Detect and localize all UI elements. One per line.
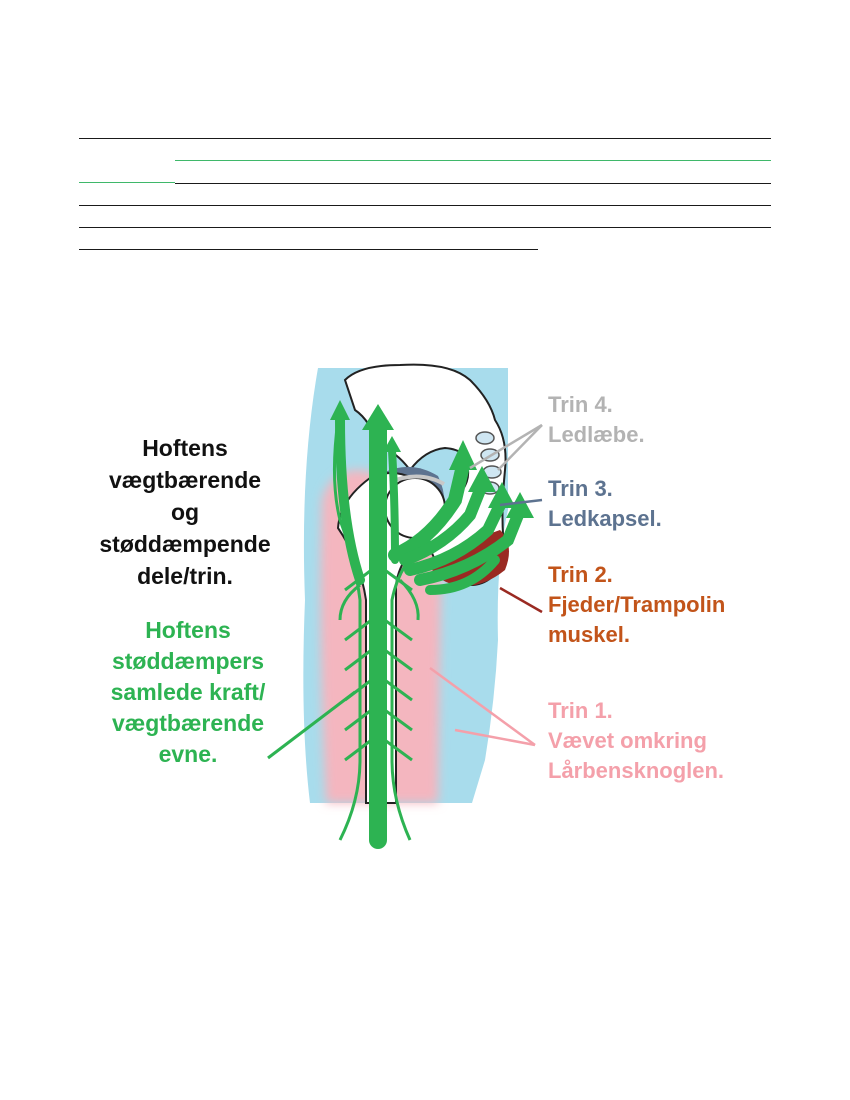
trin2-line-3: muskel. (548, 622, 630, 647)
title-line-1: Hoftens (142, 435, 228, 461)
title-line-5: dele/trin. (137, 563, 233, 589)
trin4-line-1: Trin 4. (548, 392, 613, 417)
trin2-line-1: Trin 2. (548, 562, 613, 587)
title-line-2: vægtbærende (108, 467, 262, 493)
label-trin-3 (548, 474, 662, 534)
label-combined-force (88, 615, 288, 770)
trin4-line-2: Ledlæbe. (548, 422, 645, 447)
trin3-line-2: Ledkapsel. (548, 506, 662, 531)
title-line-3: og (170, 499, 200, 525)
title-line-4: støddæmpende (99, 531, 271, 557)
force-line-1: Hoftens (145, 617, 231, 643)
trin1-line-1: Trin 1. (548, 698, 613, 723)
trin2-line-2: Fjeder/Trampolin (548, 592, 726, 617)
title-weight-bearing-parts (80, 432, 290, 592)
trin1-line-2: Vævet omkring (548, 728, 707, 753)
force-line-3: samlede kraft/ (110, 679, 266, 705)
trin3-line-1: Trin 3. (548, 476, 613, 501)
label-trin-4 (548, 390, 645, 450)
force-line-5: evne. (158, 741, 218, 767)
label-trin-1 (548, 696, 724, 786)
label-trin-2 (548, 560, 725, 650)
trin1-line-3: Lårbensknoglen. (548, 758, 725, 783)
force-line-4: vægtbærende (111, 710, 265, 736)
force-line-2: støddæmpers (111, 648, 265, 674)
